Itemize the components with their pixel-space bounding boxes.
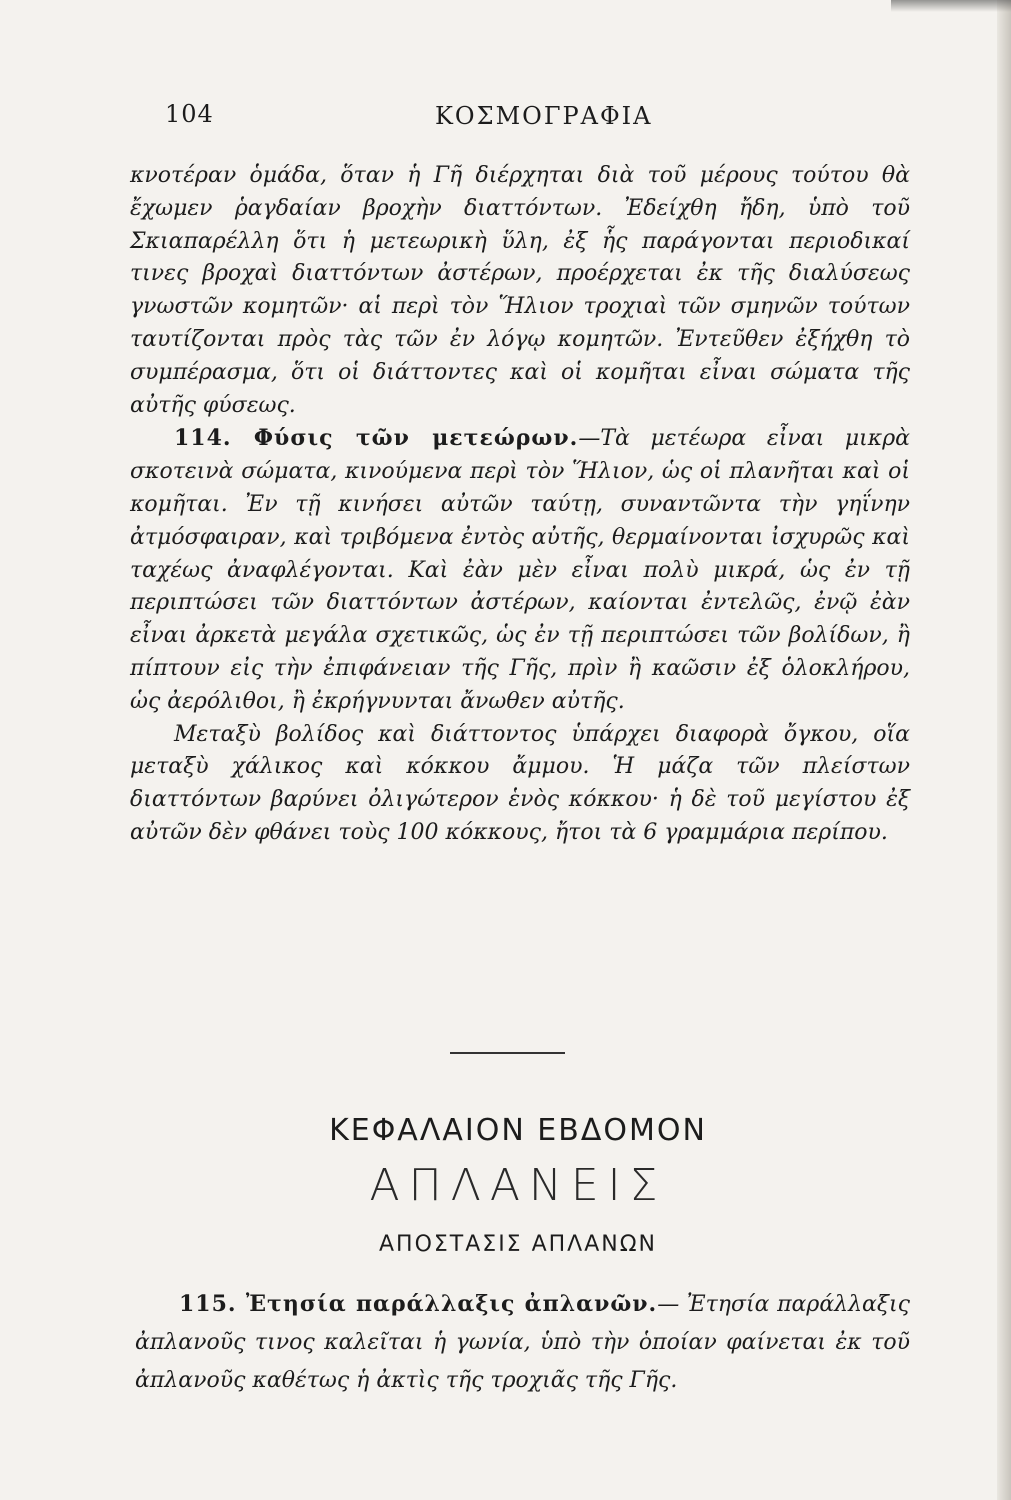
section-115 <box>135 1285 910 1400</box>
body-text <box>130 160 910 850</box>
section-heading-115: 115. Ἐτησία παράλλαξις ἀπλανῶν. <box>179 1291 658 1317</box>
chapter-title: ΑΠΛΑΝΕΙΣ <box>369 1160 667 1211</box>
running-title: ΚΟΣΜΟΓΡΑΦΙΑ <box>435 102 653 130</box>
paragraph-mass: Μεταξὺ βολίδος καὶ διάττοντος ὑπάρχει διαφορὰ ὄγκου, οἵα μεταξὺ χάλικος καὶ κόκκου ἄμμου. Ἡ μάζα τῶν πλείστων διαττόντων βαρύνει ὀλιγώτερον ἑνὸς κόκκου· ἡ δὲ τοῦ μεγίστου ἐξ αὐτῶν δὲν φθάνει τοὺς 100 κόκκους, ἤτοι τὰ 6 γραμμάρια περίπου. <box>130 721 910 845</box>
page-edge <box>997 0 1011 1500</box>
scan-shadow <box>891 0 1011 12</box>
chapter-subtitle: ΑΠΟΣΤΑΣΙΣ ΑΠΛΑΝΩΝ <box>379 1232 657 1257</box>
paragraph-114-text: —Τὰ μετέωρα εἶναι μικρὰ σκοτεινὰ σώματα, κινούμενα περὶ τὸν Ἥλιον, ὡς οἱ πλανῆται καὶ οἱ κομῆται. Ἐν τῇ κινήσει αὐτῶν ταύτῃ, συναντῶντα τὴν γηΐνην ἀτμόσφαιραν, καὶ τριβόμενα ἐντὸς αὐτῆς, θερμαίνονται ἰσχυρῶς καὶ ταχέως ἀναφλέγονται. Καὶ ἐὰν μὲν εἶναι πολὺ μικρά, ὡς ἐν τῇ περιπτώσει τῶν διαττόντων ἀστέρων, καίονται ἐντελῶς, ἐνῷ ἐὰν εἶναι ἀρκετὰ μεγάλα σχετικῶς, ὡς ἐν τῇ περιπτώσει τῶν βολίδων, ἢ πίπτουν εἰς τὴν ἐπιφάνειαν τῆς Γῆς, πρὶν ἢ καῶσιν ἐξ ὁλοκλήρου, ὡς ἀερόλιθοι, ἢ ἐκρήγνυνται ἄνωθεν αὐτῆς. <box>130 426 910 714</box>
paragraph-115-text: — Ἐτησία παράλλαξις ἀπλανοῦς τινος καλεῖται ἡ γωνία, ὑπὸ τὴν ὁποίαν φαίνεται ἐκ τοῦ ἀπλανοῦς καθέτως ἡ ἀκτὶς τῆς τροχιᾶς τῆς Γῆς. <box>135 1292 910 1393</box>
section-heading-114: 114. Φύσις τῶν μετεώρων. <box>174 425 579 452</box>
section-divider <box>450 1052 565 1054</box>
paragraph-continuation: κνοτέραν ὁμάδα, ὅταν ἡ Γῆ διέρχηται διὰ τοῦ μέρους τούτου θὰ ἔχωμεν ῥαγδαίαν βροχὴν διαττόντων. Ἐδείχθη ἤδη, ὑπὸ τοῦ Σκιαπαρέλλη ὅτι ἡ μετεωρικὴ ὕλη, ἐξ ἧς παράγονται περιοδικαί τινες βροχαὶ διαττόντων ἀστέρων, προέρχεται ἐκ τῆς διαλύσεως γνωστῶν κομητῶν· αἱ περὶ τὸν Ἥλιον τροχιαὶ τῶν σμηνῶν τούτων ταυτίζονται πρὸς τὰς τῶν ἐν λόγῳ κομητῶν. Ἐντεῦθεν ἐξήχθη τὸ συμπέρασμα, ὅτι οἱ διάττοντες καὶ οἱ κομῆται εἶναι σώματα τῆς αὐτῆς φύσεως. <box>130 163 910 418</box>
chapter-label: ΚΕΦΑΛΑΙΟΝ ΕΒΔΟΜΟΝ <box>329 1113 707 1148</box>
page-number: 104 <box>165 100 214 128</box>
paragraph-114 <box>130 422 910 718</box>
page-header <box>165 100 910 140</box>
paragraph-115 <box>135 1285 910 1400</box>
